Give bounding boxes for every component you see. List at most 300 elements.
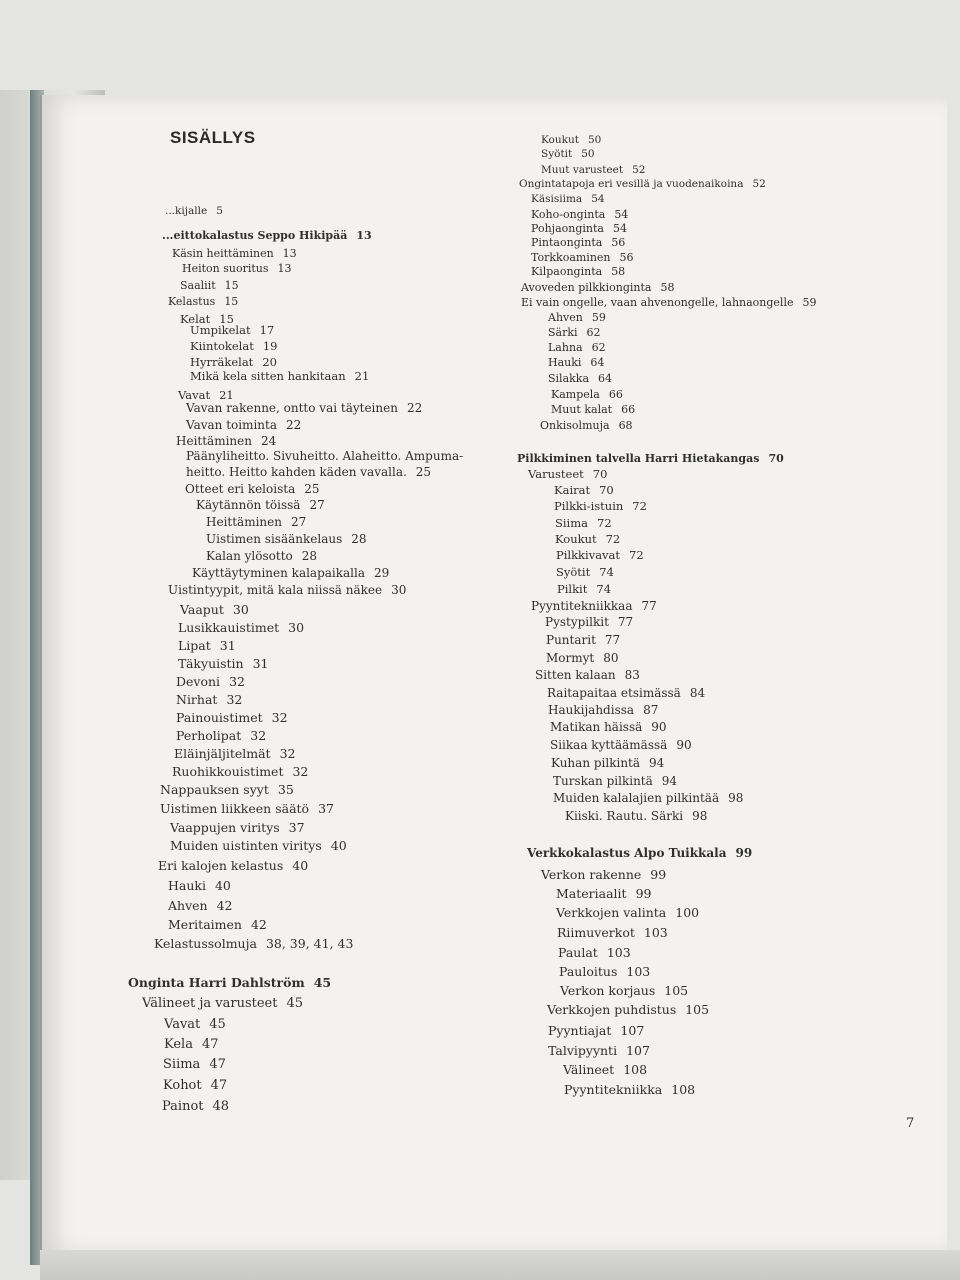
toc-entry-title: Lusikkauistimet <box>178 620 280 635</box>
toc-entry-title: Hauki <box>548 356 582 369</box>
toc-entry-title: Perholipat <box>176 728 242 743</box>
toc-entry-title: Materiaalit <box>556 886 627 901</box>
toc-entry-page: 108 <box>623 1062 648 1077</box>
toc-entry <box>547 686 705 700</box>
toc-entry <box>190 369 369 383</box>
toc-entry-title: Pilkkivavat <box>556 548 621 562</box>
toc-entry-title: Torkkoaminen <box>531 251 611 264</box>
toc-entry-page: 64 <box>598 372 613 385</box>
toc-entry-page: 30 <box>232 602 249 617</box>
toc-entry <box>128 975 331 990</box>
toc-entry-page: 28 <box>301 549 318 563</box>
toc-entry <box>548 1023 644 1038</box>
toc-entry-title: Verkon korjaus <box>560 983 656 998</box>
toc-entry-page: 56 <box>611 236 626 249</box>
toc-entry-title: Käsisiima <box>531 193 583 205</box>
toc-entry <box>185 482 320 496</box>
toc-entry-page: 108 <box>671 1082 696 1097</box>
toc-entry <box>531 265 625 278</box>
toc-entry-title: Onkisolmuja <box>540 419 610 432</box>
toc-entry <box>560 983 688 998</box>
toc-entry <box>519 178 766 190</box>
toc-entry-title: Ongintatapoja eri vesillä ja vuodenaikoina <box>519 178 744 190</box>
toc-entry-page: 29 <box>374 566 390 580</box>
toc-entry-title: Koukut <box>555 532 597 546</box>
toc-entry-page: 103 <box>643 925 668 940</box>
toc-entry <box>190 323 274 337</box>
toc-entry <box>563 1062 647 1077</box>
toc-entry-title: Siima <box>555 516 588 530</box>
toc-entry-title: Pintaonginta <box>531 236 603 249</box>
toc-entry-title: Käsin heittäminen <box>172 247 274 260</box>
toc-entry-page: 47 <box>201 1037 219 1052</box>
toc-entry-page: 40 <box>214 878 231 893</box>
toc-entry-title: Verkon rakenne <box>541 867 642 882</box>
toc-entry-page: 48 <box>212 1099 230 1114</box>
toc-entry-page: 54 <box>591 193 605 205</box>
toc-entry-title: Kalan ylösotto <box>206 549 293 563</box>
toc-entry-title: Kelastus <box>168 295 216 308</box>
toc-entry-title: Pohjaonginta <box>531 222 604 235</box>
toc-entry <box>541 164 645 176</box>
toc-entry-page: 19 <box>262 339 278 353</box>
toc-entry <box>548 703 658 717</box>
toc-entry-title: Ei vain ongelle, vaan ahvenongelle, lahnaongelle <box>521 296 794 309</box>
toc-entry <box>531 251 634 264</box>
toc-entry-page: 54 <box>614 208 629 221</box>
toc-entry-title: Varusteet <box>528 467 584 481</box>
toc-entry-title: Eläinjäljitelmät <box>174 746 271 761</box>
toc-entry <box>557 582 611 596</box>
toc-entry <box>206 532 367 546</box>
toc-entry-title: Särki <box>548 326 578 339</box>
toc-entry-title: Verkkojen puhdistus <box>547 1002 677 1017</box>
toc-entry-title: Haukijahdissa <box>548 703 635 717</box>
page-number: 7 <box>906 1116 915 1131</box>
toc-entry-page: 42 <box>216 898 233 913</box>
toc-entry <box>555 532 620 546</box>
toc-entry <box>186 418 301 432</box>
toc-entry-title: Pyyntitekniikka <box>564 1082 663 1097</box>
toc-entry-title: ...kijalle <box>165 205 208 217</box>
toc-entry-page: 98 <box>728 791 744 805</box>
toc-entry-page: 58 <box>611 265 626 278</box>
toc-entry-page: 24 <box>260 434 277 448</box>
toc-entry <box>550 720 667 734</box>
toc-entry-page: 32 <box>250 728 267 743</box>
toc-entry-page: 21 <box>219 388 234 402</box>
toc-entry-title: Pauloitus <box>559 964 618 979</box>
toc-entry <box>176 434 276 448</box>
toc-entry-page: 72 <box>629 548 644 562</box>
toc-entry-title: Devoni <box>176 674 221 689</box>
toc-entry-page: 25 <box>415 465 432 479</box>
toc-entry-title: Pilkkiminen talvella Harri Hietakangas <box>517 452 760 465</box>
toc-entry-title: Hyrräkelat <box>190 355 254 369</box>
toc-entry <box>163 1078 227 1093</box>
toc-entry-page: 35 <box>277 782 294 797</box>
toc-entry-page: 22 <box>406 401 423 415</box>
toc-entry <box>531 222 627 235</box>
toc-entry <box>548 356 604 369</box>
toc-entry-title: Muiden uistinten viritys <box>170 838 322 853</box>
toc-entry-title: Lipat <box>178 638 211 653</box>
toc-entry <box>548 341 606 354</box>
toc-entry-title: Muiden kalalajien pilkintää <box>553 791 720 805</box>
toc-entry-page: 87 <box>643 703 659 717</box>
toc-entry-page: 13 <box>356 229 372 242</box>
toc-entry-title: Kelat <box>180 312 211 326</box>
toc-entry <box>540 419 633 432</box>
toc-entry-page: 74 <box>599 565 614 579</box>
toc-entry <box>178 638 236 653</box>
toc-entry <box>517 452 784 465</box>
toc-entry <box>186 465 431 479</box>
toc-entry <box>168 295 238 308</box>
toc-entry <box>548 1043 650 1058</box>
toc-entry <box>190 339 277 353</box>
toc-entry-title: Välineet <box>563 1062 615 1077</box>
toc-entry <box>531 193 605 205</box>
toc-entry <box>546 633 620 647</box>
toc-entry-title: Vavat <box>164 1017 201 1032</box>
toc-entry-title: Heiton suoritus <box>182 262 269 275</box>
toc-entry-page: 90 <box>676 738 692 752</box>
toc-entry-title: Paulat <box>558 945 598 960</box>
toc-entry-title: Kuhan pilkintä <box>551 756 641 770</box>
toc-entry-page: 27 <box>290 515 307 529</box>
toc-entry-page: 42 <box>250 917 267 932</box>
toc-entry <box>531 599 657 613</box>
toc-entry-page: 32 <box>292 764 309 779</box>
toc-entry <box>186 449 463 463</box>
toc-entry-title: Vaappujen viritys <box>170 820 280 835</box>
toc-entry-page: 52 <box>752 178 766 190</box>
toc-entry-page: 27 <box>309 498 325 512</box>
toc-entry-page: 30 <box>391 583 407 597</box>
toc-entry-page: 28 <box>351 532 367 546</box>
toc-entry-page: 107 <box>626 1043 650 1058</box>
toc-entry-title: Heittäminen <box>176 434 252 448</box>
toc-entry <box>554 483 614 497</box>
toc-entry-title: Onginta Harri Dahlström <box>128 975 305 990</box>
toc-entry-page: 105 <box>685 1002 710 1017</box>
toc-entry <box>531 236 625 249</box>
toc-entry-title: heitto. Heitto kahden käden vavalla. <box>186 465 407 479</box>
page-title: SISÄLLYS <box>170 128 256 147</box>
toc-entry <box>521 296 816 309</box>
toc-entry-title: Käytännön töissä <box>196 498 301 512</box>
toc-entry <box>551 388 623 401</box>
toc-entry-page: 70 <box>768 452 784 465</box>
toc-entry-page: 80 <box>603 651 619 665</box>
toc-entry-page: 62 <box>591 341 606 354</box>
toc-entry-title: Nirhat <box>176 692 218 707</box>
toc-entry <box>527 846 752 860</box>
toc-entry-title: Kairat <box>554 483 591 497</box>
toc-entry <box>556 905 699 920</box>
toc-entry-title: Pilkki-istuin <box>554 499 624 513</box>
toc-entry-title: Kilpaonginta <box>531 265 603 278</box>
toc-entry-page: 31 <box>219 638 236 653</box>
toc-entry <box>557 925 668 940</box>
toc-entry <box>178 656 269 671</box>
toc-entry-title: Kelastussolmuja <box>154 936 257 951</box>
toc-entry-page: 103 <box>626 964 651 979</box>
toc-entry-page: 32 <box>271 710 288 725</box>
toc-entry-page: 72 <box>597 516 612 530</box>
toc-entry <box>182 262 292 275</box>
toc-entry-page: 59 <box>591 311 606 324</box>
toc-entry-title: Meritaimen <box>168 917 242 932</box>
toc-entry-title: Puntarit <box>546 633 596 647</box>
toc-entry <box>163 1057 226 1072</box>
toc-entry <box>162 229 372 242</box>
toc-entry-page: 70 <box>592 467 608 481</box>
toc-entry-page: 74 <box>596 582 612 596</box>
toc-entry-title: Pilkit <box>557 582 588 596</box>
toc-entry-title: Siikaa kyttäämässä <box>550 738 668 752</box>
toc-entry <box>168 878 231 893</box>
toc-entry-page: 59 <box>802 296 817 309</box>
toc-entry-page: 47 <box>210 1078 228 1093</box>
toc-entry <box>168 583 406 597</box>
toc-entry <box>178 388 234 402</box>
toc-entry-title: Lahna <box>548 341 583 354</box>
toc-entry-page: 37 <box>288 820 305 835</box>
toc-entry-title: Käyttäytyminen kalapaikalla <box>192 566 366 580</box>
toc-entry <box>176 674 245 689</box>
page-bottom-edge <box>40 1250 960 1280</box>
toc-entry <box>190 355 277 369</box>
toc-entry-title: Ahven <box>168 898 208 913</box>
toc-entry-page: 40 <box>292 858 309 873</box>
toc-entry <box>170 838 347 853</box>
toc-entry-title: Riimuverkot <box>557 925 635 940</box>
toc-entry-page: 54 <box>612 222 627 235</box>
toc-entry <box>548 326 601 339</box>
toc-entry-title: Kiintokelat <box>190 339 254 353</box>
toc-entry <box>162 1099 229 1114</box>
toc-entry <box>548 372 612 385</box>
toc-entry-page: 90 <box>651 720 667 734</box>
toc-entry-title: Umpikelat <box>190 323 251 337</box>
toc-entry-title: Mormyt <box>546 651 595 665</box>
toc-entry-page: 70 <box>599 483 614 497</box>
toc-entry <box>164 1017 226 1032</box>
toc-entry <box>545 615 633 629</box>
toc-entry-title: Vavan toiminta <box>186 418 278 432</box>
toc-entry-title: Heittäminen <box>206 515 282 529</box>
toc-entry-page: 20 <box>262 355 277 369</box>
toc-entry-title: Pystypilkit <box>545 615 609 629</box>
toc-entry-page: 77 <box>641 599 657 613</box>
toc-entry-page: 5 <box>216 205 223 217</box>
toc-entry <box>196 498 325 512</box>
toc-entry <box>158 858 308 873</box>
toc-entry-title: Nappauksen syyt <box>160 782 269 797</box>
toc-entry <box>556 886 651 901</box>
toc-entry-page: 15 <box>224 279 239 292</box>
toc-entry-title: Kohot <box>163 1078 202 1093</box>
toc-entry-page: 52 <box>632 164 646 176</box>
toc-entry-title: Raitapaitaa etsimässä <box>547 686 681 700</box>
toc-entry <box>164 1037 219 1052</box>
toc-entry-page: 62 <box>586 326 601 339</box>
toc-entry <box>206 549 317 563</box>
toc-entry-page: 32 <box>229 674 245 689</box>
toc-entry-page: 68 <box>618 419 633 432</box>
toc-entry <box>165 205 223 217</box>
toc-entry-title: Sitten kalaan <box>535 668 616 682</box>
toc-entry-title: Koukut <box>541 134 579 146</box>
toc-entry <box>168 917 267 932</box>
toc-entry <box>172 764 308 779</box>
toc-entry-title: Otteet eri keloista <box>185 482 296 496</box>
toc-entry-page: 37 <box>318 801 334 816</box>
toc-entry <box>176 728 266 743</box>
toc-entry-title: Vaaput <box>180 602 224 617</box>
toc-entry-page: 21 <box>354 369 370 383</box>
toc-entry-title: Pyyntitekniikkaa <box>531 599 633 613</box>
toc-entry <box>192 566 389 580</box>
toc-entry-title: Verkkojen valinta <box>556 905 667 920</box>
toc-entry-page: 40 <box>330 838 347 853</box>
toc-entry-page: 66 <box>621 403 636 416</box>
toc-entry <box>559 964 650 979</box>
toc-entry-page: 32 <box>226 692 243 707</box>
toc-entry <box>180 602 249 617</box>
toc-entry-title: Vavat <box>178 388 211 402</box>
toc-entry-page: 103 <box>606 945 631 960</box>
toc-entry-page: 105 <box>664 983 689 998</box>
toc-entry-page: 107 <box>620 1023 645 1038</box>
toc-entry <box>541 134 601 146</box>
toc-entry-page: 64 <box>590 356 605 369</box>
toc-entry-title: Matikan häissä <box>550 720 643 734</box>
toc-entry-title: Pyyntiajat <box>548 1023 612 1038</box>
toc-entry-page: 58 <box>660 281 675 294</box>
toc-entry-page: 99 <box>735 846 753 860</box>
toc-entry <box>206 515 306 529</box>
toc-entry-title: Täkyuistin <box>178 656 244 671</box>
toc-entry-title: Ahven <box>548 311 583 324</box>
toc-entry-page: 56 <box>619 251 634 264</box>
toc-entry-page: 83 <box>624 668 640 682</box>
toc-entry-page: 84 <box>689 686 706 700</box>
toc-entry-title: Muut varusteet <box>541 164 624 176</box>
toc-entry-title: Kela <box>164 1037 193 1052</box>
toc-entry-title: Painouistimet <box>176 710 263 725</box>
toc-entry-title: Uistimen sisäänkelaus <box>206 532 343 546</box>
toc-entry-title: Eri kalojen kelastus <box>158 858 284 873</box>
toc-entry-page: 77 <box>604 633 621 647</box>
toc-entry <box>565 809 707 823</box>
toc-entry-page: 31 <box>252 656 269 671</box>
toc-entry <box>186 401 422 415</box>
toc-entry-page: 94 <box>661 774 678 788</box>
toc-entry-title: Hauki <box>168 878 206 893</box>
toc-entry-page: 47 <box>209 1057 226 1072</box>
toc-entry-page: 50 <box>581 148 595 160</box>
toc-entry-title: Välineet ja varusteet <box>142 996 278 1011</box>
toc-entry <box>553 774 677 788</box>
toc-entry-title: Uistintyypit, mitä kala niissä näkee <box>168 583 383 597</box>
toc-entry <box>170 820 305 835</box>
toc-entry-page: 99 <box>650 867 667 882</box>
toc-entry-page: 15 <box>224 295 239 308</box>
toc-entry-page: 45 <box>286 996 304 1011</box>
toc-entry <box>551 403 635 416</box>
toc-entry-page: 94 <box>649 756 665 770</box>
toc-entry-title: Silakka <box>548 372 590 385</box>
toc-entry <box>160 801 334 816</box>
toc-entry-page: 22 <box>286 418 302 432</box>
toc-entry <box>178 620 304 635</box>
toc-entry-title: Koho-onginta <box>531 208 606 221</box>
toc-entry-title: Avoveden pilkkionginta <box>521 281 652 294</box>
toc-entry-title: Painot <box>162 1099 204 1114</box>
toc-entry <box>550 738 692 752</box>
toc-entry-title: Kampela <box>551 388 600 401</box>
toc-entry-page: 98 <box>692 809 708 823</box>
toc-entry-title: Mikä kela sitten hankitaan <box>190 369 346 383</box>
toc-entry <box>564 1082 695 1097</box>
toc-entry-title: Siima <box>163 1057 201 1072</box>
toc-entry <box>160 782 294 797</box>
toc-entry-page: 50 <box>588 134 602 146</box>
toc-entry <box>172 247 297 260</box>
toc-entry <box>142 996 303 1011</box>
toc-entry-title: Talvipyynti <box>548 1043 618 1058</box>
toc-entry <box>558 945 631 960</box>
toc-entry-page: 30 <box>288 620 305 635</box>
toc-entry <box>180 279 239 292</box>
toc-entry-title: Syötit <box>556 565 591 579</box>
toc-entry-title: Verkkokalastus Alpo Tuikkala <box>527 846 727 860</box>
toc-entry-title: Ruohikkouistimet <box>172 764 284 779</box>
toc-entry-title: Uistimen liikkeen säätö <box>160 801 310 816</box>
toc-entry <box>555 516 612 530</box>
toc-entry <box>176 692 242 707</box>
toc-entry <box>556 548 644 562</box>
toc-entry-title: Päänyliheitto. Sivuheitto. Alaheitto. Ampuma- <box>186 449 464 463</box>
toc-entry-title: ...eittokalastus Seppo Hikipää <box>162 229 348 242</box>
toc-entry-title: Saaliit <box>180 279 216 292</box>
toc-entry <box>541 867 666 882</box>
toc-entry-page: 45 <box>209 1017 226 1032</box>
toc-entry <box>541 148 595 160</box>
toc-entry-page: 17 <box>259 323 275 337</box>
toc-entry <box>535 668 640 682</box>
toc-entry <box>154 936 353 951</box>
toc-entry-title: Kiiski. Rautu. Särki <box>565 809 684 823</box>
toc-entry <box>528 467 607 481</box>
toc-entry-page: 13 <box>282 247 297 260</box>
toc-entry-title: Turskan pilkintä <box>553 774 653 788</box>
toc-entry-page: 38, 39, 41, 43 <box>265 936 354 951</box>
toc-entry-page: 66 <box>608 388 623 401</box>
toc-entry <box>174 746 295 761</box>
toc-entry <box>521 281 674 294</box>
toc-entry <box>548 311 606 324</box>
toc-entry <box>556 565 614 579</box>
toc-entry-title: Syötit <box>541 148 573 160</box>
toc-entry-page: 25 <box>304 482 320 496</box>
toc-entry <box>554 499 647 513</box>
toc-entry-page: 32 <box>279 746 296 761</box>
toc-entry-title: Vavan rakenne, ontto vai täyteinen <box>186 401 398 415</box>
